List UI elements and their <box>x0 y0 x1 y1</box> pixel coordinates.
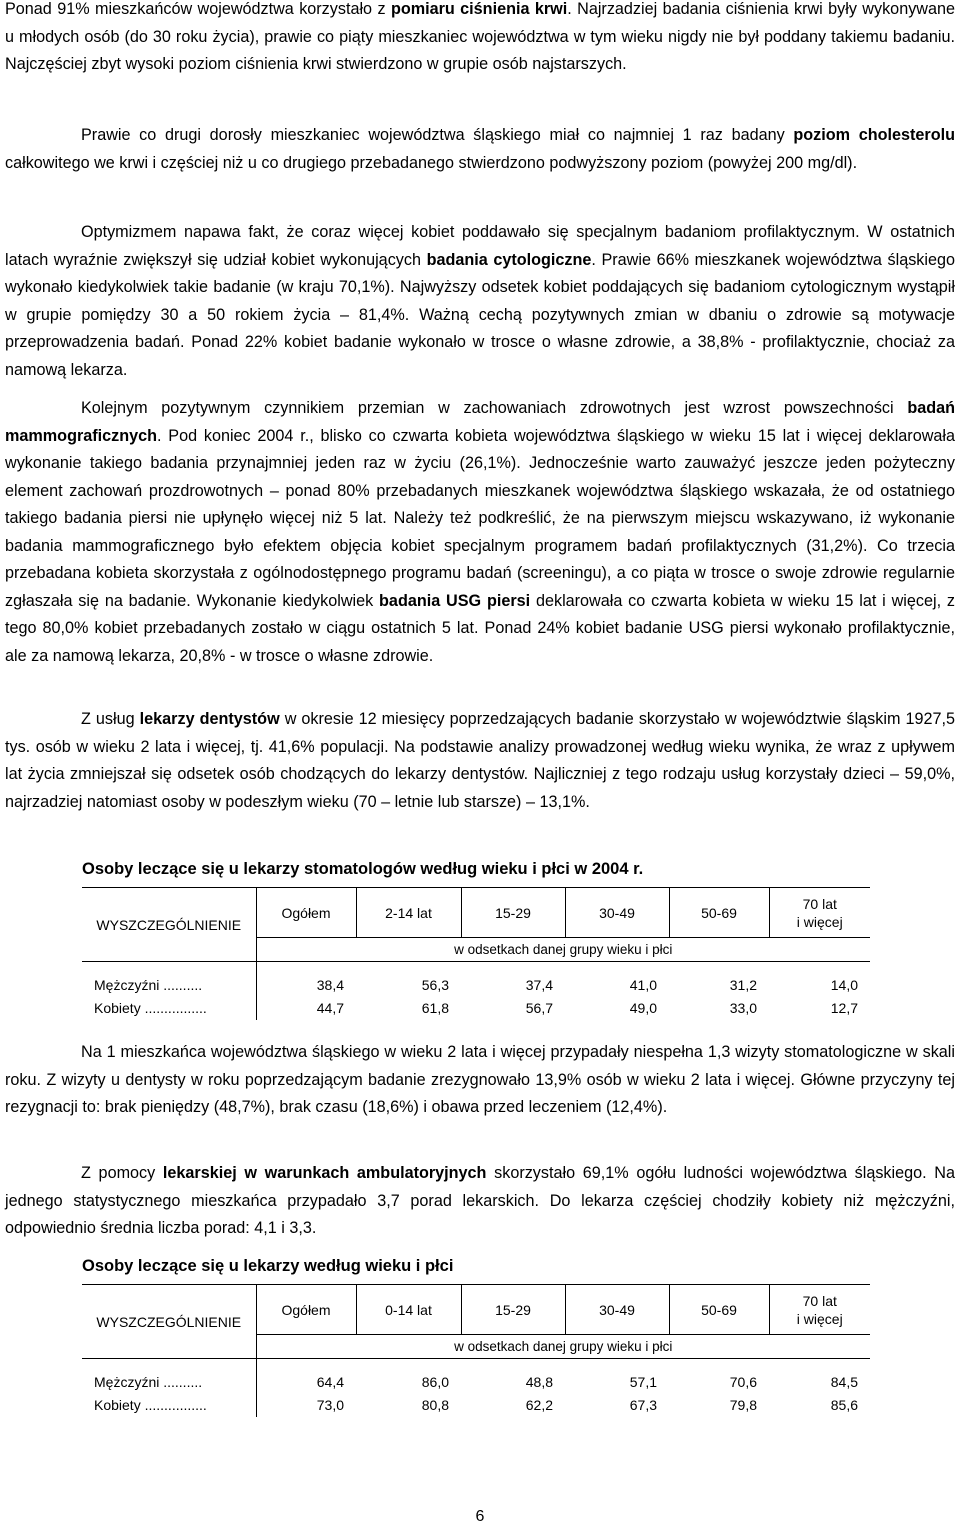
text-run: Optymizmem napawa fakt, że coraz więcej kobiet poddawało się specjalnym badaniom profilaktycznym. W ostatnich latach wyraźnie zwiększył się udział kobiet wykonujących <box>5 223 955 269</box>
table-row <box>82 997 870 1020</box>
table1-col-header-last <box>769 888 870 938</box>
text-run: skorzystało 69,1% ogółu ludności województwa śląskiego. Na jednego statystycznego mieszkańca przypadało 3,7 porad lekarskich. Do lekarza częściej chodziły kobiety niż mężczyźni, odpowiednio średnia liczba porad: 4,1 i 3,3. <box>5 1164 955 1237</box>
table-cell: 56,7 <box>525 1000 553 1016</box>
table-row <box>82 1394 870 1417</box>
table-dental-patients <box>82 887 870 1020</box>
table1-unit: w odsetkach danej grupy wieku i płci <box>256 938 870 962</box>
table-cell: 41,0 <box>629 977 657 993</box>
table-cell: 49,0 <box>629 1000 657 1016</box>
table-cell: 61,8 <box>421 1000 449 1016</box>
table-row <box>82 974 870 997</box>
table-cell: 70,6 <box>729 1374 757 1390</box>
table1-col-header: Ogółem <box>256 888 356 938</box>
paragraph-dentists <box>5 706 955 816</box>
table2-desc-header: WYSZCZEGÓLNIENIE <box>82 1285 256 1359</box>
table2-col-header: 30-49 <box>565 1285 669 1335</box>
table-row <box>82 1371 870 1394</box>
table2-col-header-line2: i więcej <box>796 1310 843 1327</box>
table-cell: 62,2 <box>525 1397 553 1413</box>
table-cell: 84,5 <box>830 1374 858 1390</box>
bold-text-run: lekarzy dentystów <box>139 710 280 728</box>
text-run: . Najrzadziej badania ciśnienia krwi były wykonywane u młodych osób (do 30 roku życia), prawie co piąty mieszkaniec województwa w tym wieku nigdy nie był poddany takiemu badaniu. Najczęściej zbyt wysoki poziom ciśnienia krwi stwierdzono w grupie osób najstarszych. <box>5 0 955 73</box>
text-run: Z usług <box>81 710 140 728</box>
table1-col-header: 15-29 <box>461 888 565 938</box>
text-run: deklarowała co czwarta kobieta w wieku 15 lat i więcej, z tego 80,0% kobiet przebadanych zostało w ciągu ostatnich 5 lat. Ponad 24% kobiet badanie USG piersi wykonało profilaktycznie, ale za namową lekarza, 20,8% - w trosce o własne zdrowie. <box>5 591 955 665</box>
paragraph-dental-visits <box>5 1039 955 1122</box>
table1-col-header: 2-14 lat <box>356 888 461 938</box>
text-run: Kolejnym pozytywnym czynnikiem przemian w zachowaniach zdrowotnych jest wzrost powszechności <box>81 399 908 417</box>
table-cell: 12,7 <box>830 1000 858 1016</box>
table2-row-label: Kobiety ................ <box>82 1394 256 1417</box>
table-cell: 64,4 <box>316 1374 344 1390</box>
table-cell: 14,0 <box>830 977 858 993</box>
table-cell: 80,8 <box>421 1397 449 1413</box>
bold-text-run: pomiaru ciśnienia krwi <box>390 0 568 18</box>
table-cell: 44,7 <box>316 1000 344 1016</box>
table2-col-header: 0-14 lat <box>356 1285 461 1335</box>
table2-unit: w odsetkach danej grupy wieku i płci <box>256 1335 870 1359</box>
table-cell: 56,3 <box>421 977 449 993</box>
table2-row-label: Mężczyźni .......... <box>82 1371 256 1394</box>
table-cell: 33,0 <box>729 1000 757 1016</box>
text-run: Z pomocy <box>81 1164 163 1182</box>
text-run: całkowitego we krwi i częściej niż u co drugiego przebadanego stwierdzono podwyższony poziom (powyżej 200 mg/dl). <box>5 153 858 172</box>
bold-text-run: badania USG piersi <box>379 591 531 610</box>
text-run: . Pod koniec 2004 r., blisko co czwarta kobieta województwa śląskiego w wieku 15 lat i więcej deklarowała wykonanie takiego badania przynajmniej jeden raz w życiu (26,1%). Jednocześnie warto zauważyć jeszcze jeden pożyteczny element zachowań prozdrowotnych – ponad 80% przebadanych mieszkanek województwa śląskiego wskazała, że od ostatniego takiego badania piersi nie upłynęło więcej niż 5 lat. Należy też podkreślić, że na pierwszym miejscu wskazywano, iż wykonanie badania mammograficznego było efektem objęcia kobiet specjalnym programem badań profilaktycznych (31,2%). Co trzecia przebadana kobieta skorzystała z ogólnodostępnego programu badań (screeningu), a co piąta w trosce o swoje zdrowie regularnie zgłaszała się na badanie. Wykonanie kiedykolwiek <box>5 426 955 610</box>
table2-col-header-last <box>769 1285 870 1335</box>
table2-col-header: Ogółem <box>256 1285 356 1335</box>
table1-row-label: Mężczyźni .......... <box>82 974 256 997</box>
table1-desc-header: WYSZCZEGÓLNIENIE <box>82 888 256 962</box>
bold-text-run: badań mammograficznych <box>5 399 955 445</box>
text-run: Prawie co drugi dorosły mieszkaniec województwa śląskiego miał co najmniej 1 raz badany <box>81 126 794 144</box>
paragraph-blood-pressure <box>5 0 955 79</box>
table1-col-header: 50-69 <box>669 888 769 938</box>
table2-col-header-line1: 70 lat <box>802 1292 837 1309</box>
table-cell: 85,6 <box>830 1397 858 1413</box>
page-number: 6 <box>475 1508 485 1525</box>
table1-title: Osoby leczące się u lekarzy stomatologów według wieku i płci w 2004 r. <box>82 860 644 878</box>
table2-title: Osoby leczące się u lekarzy według wieku i płci <box>82 1257 454 1275</box>
bold-text-run: poziom cholesterolu <box>793 126 955 144</box>
table-doctor-patients <box>82 1284 870 1417</box>
table-cell: 31,2 <box>729 977 757 993</box>
text-run: w okresie 12 miesięcy poprzedzających badanie skorzystało w województwie śląskim 1927,5 tys. osób w wieku 2 lata i więcej, tj. 41,6% populacji. Na podstawie analizy prowadzonej według wieku wynika, że wraz z upływem lat życia zmniejszał się odsetek osób chodzących do lekarzy dentystów. Najliczniej z tego rodzaju usług korzystały dzieci – 59,0%, najrzadziej natomiast osoby w podeszłym wieku (70 – letnie lub starsze) – 13,1%. <box>5 710 955 811</box>
table2-col-header: 50-69 <box>669 1285 769 1335</box>
table-cell: 48,8 <box>525 1374 553 1390</box>
paragraph-cytology <box>5 219 955 384</box>
table-cell: 57,1 <box>629 1374 657 1390</box>
table1-col-header: 30-49 <box>565 888 669 938</box>
text-run: . Prawie 66% mieszkanek województwa śląskiego wykonało kiedykolwiek takie badanie (w kraju 70,1%). Najwyższy odsetek kobiet poddających się badaniom cytologicznym wystąpił w grupie pomiędzy 30 a 50 rokiem życia – 81,4%. Ważną cechą pozytywnych zmian w dbaniu o zdrowie są motywacje przeprowadzenia badań. Ponad 22% kobiet badanie wykonało w trosce o własne zdrowie, a 38,8% - profilaktycznie, chociaż za namową lekarza. <box>5 250 955 379</box>
table-cell: 37,4 <box>525 977 553 993</box>
text-run: Ponad 91% mieszkańców województwa korzystało z <box>5 0 391 18</box>
table-cell: 73,0 <box>316 1397 344 1413</box>
paragraph-cholesterol <box>5 122 955 177</box>
table1-row-label: Kobiety ................ <box>82 997 256 1020</box>
bold-text-run: badania cytologiczne <box>426 250 592 269</box>
paragraph-mammography <box>5 395 955 670</box>
table1-col-header-line1: 70 lat <box>802 895 837 912</box>
table-cell: 79,8 <box>729 1397 757 1413</box>
table-cell: 86,0 <box>421 1374 449 1390</box>
paragraph-ambulatory <box>5 1160 955 1243</box>
table-cell: 67,3 <box>629 1397 657 1413</box>
table1-col-header-line2: i więcej <box>796 913 843 930</box>
table2-col-header: 15-29 <box>461 1285 565 1335</box>
text-run: Na 1 mieszkańca województwa śląskiego w wieku 2 lata i więcej przypadały niespełna 1,3 wizyty stomatologiczne w skali roku. Z wizyty u dentysty w roku poprzedzającym badanie zrezygnowało 13,9% osób w wieku 2 lata i więcej. Główne przyczyny tej rezygnacji to: brak pieniędzy (48,7%), brak czasu (18,6%) i obawa przed leczeniem (12,4%). <box>5 1043 955 1116</box>
bold-text-run: lekarskiej w warunkach ambulatoryjnych <box>162 1164 487 1182</box>
table-cell: 38,4 <box>316 977 344 993</box>
